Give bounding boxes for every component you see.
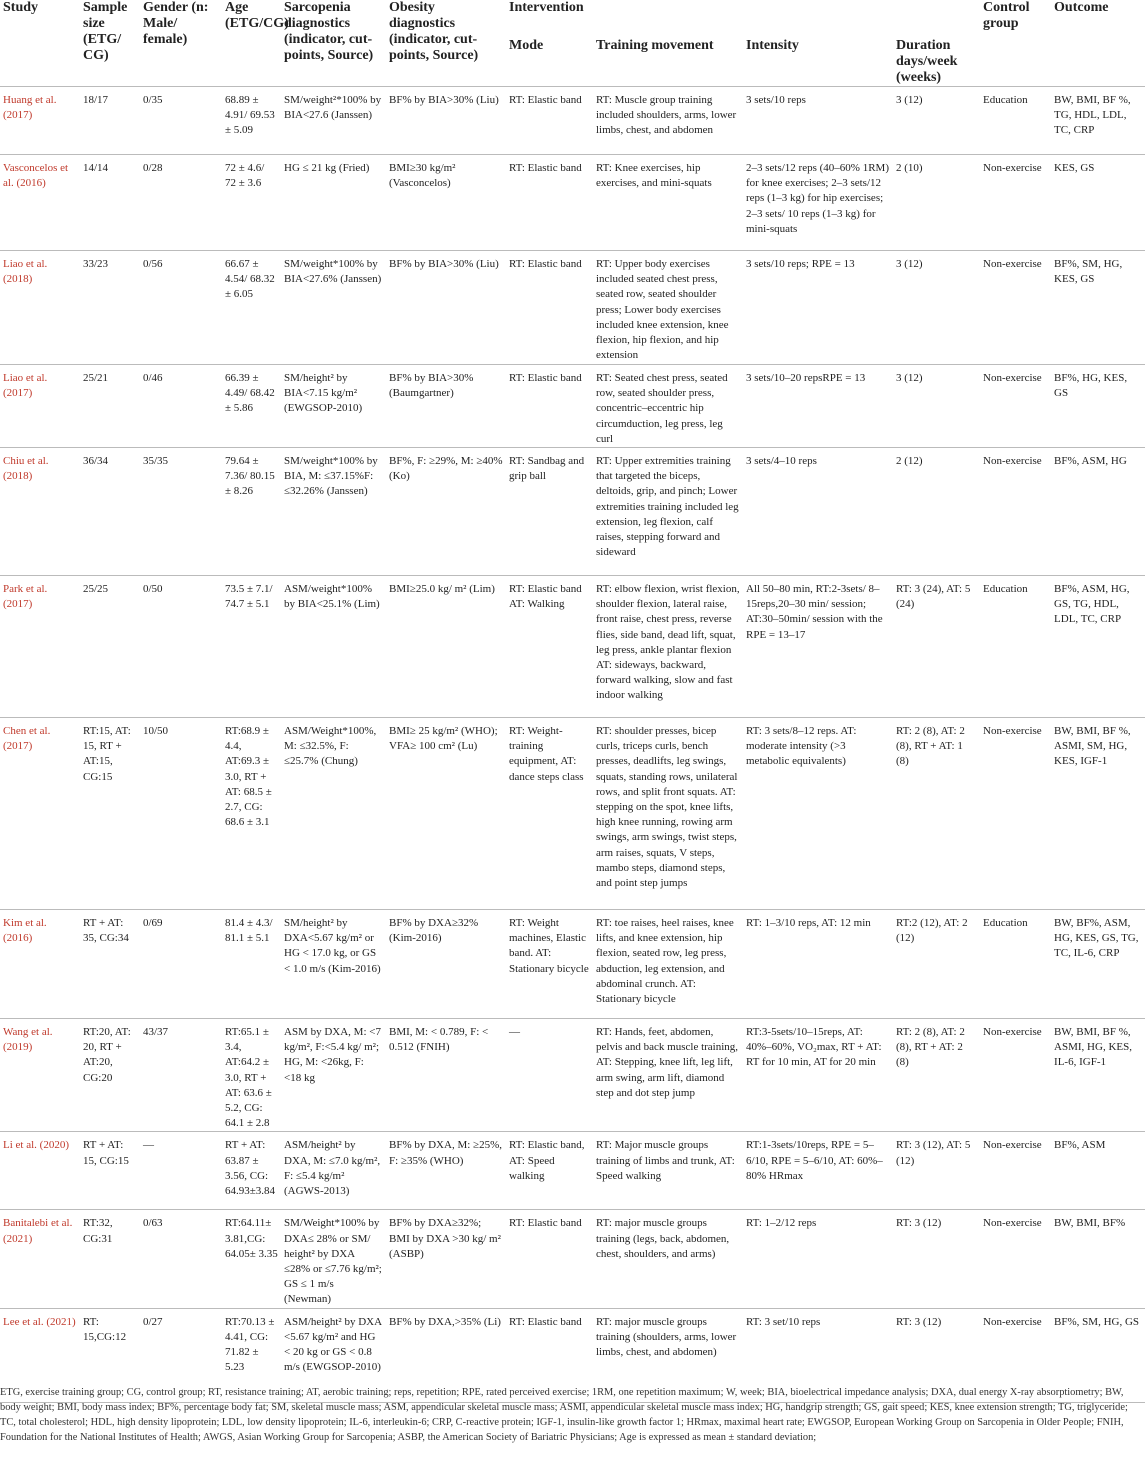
table-row xyxy=(0,448,1145,576)
gender-cell: 0/63 xyxy=(143,1217,163,1230)
mode-cell: — xyxy=(509,1026,520,1039)
sample-cell: 33/23 xyxy=(83,258,109,270)
obesity-cell: BF% by BIA>30% (Baumgartner) xyxy=(389,372,474,400)
intensity-cell: All 50–80 min, RT:2-3sets/ 8–15reps,20–30 min/ session; AT:30–50min/ session with the RPE = 13–17 xyxy=(746,583,883,641)
obesity-cell: BF% by BIA>30% (Liu) xyxy=(389,258,499,270)
study-cell[interactable]: Li et al. (2020) xyxy=(3,1139,69,1152)
table-row xyxy=(0,365,1145,448)
study-cell[interactable]: Huang et al. (2017) xyxy=(3,94,57,122)
sarcopenia-cell: SM/weight*100% by BIA, M: ≤37.15%F: ≤32.26% (Janssen) xyxy=(284,455,378,498)
training-cell: RT: major muscle groups training (legs, back, abdomen, chest, shoulders, and arms) xyxy=(596,1217,730,1260)
obesity-cell: BMI, M: < 0.789, F: < 0.512 (FNIH) xyxy=(389,1026,489,1054)
study-cell[interactable]: Chen et al. (2017) xyxy=(3,725,51,753)
outcome-cell: BF%, SM, HG, KES, GS xyxy=(1054,258,1123,286)
sample-cell: RT:32, CG:31 xyxy=(83,1217,113,1245)
outcome-cell: BF%, ASM, HG xyxy=(1054,455,1127,468)
obesity-cell: BF% by BIA>30% (Liu) xyxy=(389,94,499,106)
footnote: ETG, exercise training group; CG, control group; RT, resistance training; AT, aerobic training; reps, repetition; RPE, rated perceived exercise; 1RM, one repetition maximum; W, week; BIA, bioelectrical impedance analysis; DXA, dual energy X-ray absorptiometry; BW, body weight; BMI, body mass index; BF%, percentage body fat; SM, skeletal muscle mass; ASM, appendicular skeletal muscle mass; ASMI, appendicular skeletal muscle mass index; HG, handgrip strength; GS, gait speed; KES, knee extension strength; TG, triglyceride; TC, total cholesterol; HDL, high density lipoprotein; LDL, low density lipoprotein; IL-6, interleukin-6; CRP, C-reactive protein; IGF-1, insulin-like growth factor 1; HRmax, maximal heart rate; EWGSOP, European Working Group on Sarcopenia in Older People; FNIH, Foundation for the National Institutes of Health; AWGS, Asian Working Group for Sarcopenia; ASBP, the American Society of Bariatric Physicians; Age is expressed as mean ± standard deviation; xyxy=(0,1387,1128,1443)
sample-cell: RT + AT: 15, CG:15 xyxy=(83,1139,129,1167)
col-duration: Duration days/week (weeks) xyxy=(896,38,958,85)
sarcopenia-cell: ASM/height² by DXA, M: ≤7.0 kg/m², F: ≤5.4 kg/m² (AGWS-2013) xyxy=(284,1139,381,1198)
gender-cell: — xyxy=(143,1139,154,1152)
control-cell: Non-exercise xyxy=(983,372,1042,384)
sample-cell: RT:20, AT: 20, RT + AT:20, CG:20 xyxy=(83,1026,131,1084)
duration-cell: RT: 3 (12) xyxy=(896,1217,942,1230)
col-intensity: Intensity xyxy=(746,38,799,53)
training-cell: RT: Seated chest press, seated row, seated shoulder press, concentric–eccentric hip circumduction, leg press, leg curl xyxy=(596,372,728,445)
col-outcome: Outcome xyxy=(1054,0,1109,15)
mode-cell: RT: Elastic band xyxy=(509,1217,582,1230)
mode-cell: RT: Elastic band xyxy=(509,94,582,106)
training-cell: RT: major muscle groups training (shoulders, arms, lower limbs, chest, and abdomen) xyxy=(596,1315,737,1359)
sarcopenia-cell: SM/weight²*100% by BIA<27.6 (Janssen) xyxy=(284,94,382,122)
sample-cell: 25/25 xyxy=(83,583,109,596)
duration-cell: RT: 3 (12), AT: 5 (12) xyxy=(896,1139,971,1167)
outcome-cell: BW, BMI, BF %, TG, HDL, LDL, TC, CRP xyxy=(1054,94,1131,137)
sarcopenia-cell: HG ≤ 21 kg (Fried) xyxy=(284,162,370,174)
table-row xyxy=(0,910,1145,1019)
sarcopenia-cell: SM/weight*100% by BIA<27.6% (Janssen) xyxy=(284,258,382,286)
intensity-cell: RT:1-3sets/10reps, RPE = 5–6/10, RPE = 5–6/10, AT: 60%–80% HRmax xyxy=(746,1139,883,1182)
control-cell: Education xyxy=(983,917,1028,930)
gender-cell: 10/50 xyxy=(143,725,169,738)
col-mode: Mode xyxy=(509,38,544,53)
training-cell: RT: Major muscle groups training of limbs and trunk, AT: Speed walking xyxy=(596,1139,735,1182)
table-row xyxy=(0,576,1145,718)
control-cell: Non-exercise xyxy=(983,258,1042,270)
age-cell: 73.5 ± 7.1/ 74.7 ± 5.1 xyxy=(225,583,273,611)
intensity-cell: 3 sets/10 reps xyxy=(746,94,806,106)
table-row xyxy=(0,155,1145,251)
duration-cell: 3 (12) xyxy=(896,94,923,106)
intensity-cell: RT: 3 set/10 reps xyxy=(746,1315,821,1328)
outcome-cell: BW, BMI, BF %, ASMI, HG, KES, IL-6, IGF-1 xyxy=(1054,1026,1132,1069)
obesity-cell: BMI≥30 kg/m² (Vasconcelos) xyxy=(389,162,456,190)
outcome-cell: BF%, HG, KES, GS xyxy=(1054,372,1128,400)
duration-cell: RT: 3 (12) xyxy=(896,1315,942,1328)
col-gender: Gender (n: Male/ female) xyxy=(143,0,209,47)
col-intervention: Intervention xyxy=(509,0,584,15)
age-cell: 79.64 ± 7.36/ 80.15 ± 8.26 xyxy=(225,455,275,498)
study-cell[interactable]: Vasconcelos et al. (2016) xyxy=(3,162,69,190)
intensity-cell: RT: 1–2/12 reps xyxy=(746,1217,817,1230)
gender-cell: 0/27 xyxy=(143,1315,163,1328)
table-header xyxy=(0,0,1145,87)
sample-cell: RT:15, AT: 15, RT + AT:15, CG:15 xyxy=(83,725,131,783)
table-row xyxy=(0,1210,1145,1308)
gender-cell: 0/56 xyxy=(143,258,163,270)
obesity-cell: BMI≥ 25 kg/m² (WHO); VFA≥ 100 cm² (Lu) xyxy=(389,725,498,753)
sarcopenia-cell: SM/Weight*100% by DXA≤ 28% or SM/ height² by DXA ≤28% or ≤7.76 kg/m²; GS ≤ 1 m/s (Newman) xyxy=(284,1217,382,1306)
table-row xyxy=(0,1019,1145,1132)
mode-cell: RT: Elastic band xyxy=(509,258,582,270)
sample-cell: 25/21 xyxy=(83,372,109,384)
intensity-cell: 3 sets/4–10 reps xyxy=(746,455,817,468)
obesity-cell: BF%, F: ≥29%, M: ≥40% (Ko) xyxy=(389,455,503,483)
outcome-cell: BF%, ASM, HG, GS, TG, HDL, LDL, TC, CRP xyxy=(1054,583,1130,626)
outcome-cell: BF%, SM, HG, GS xyxy=(1054,1315,1140,1328)
sarcopenia-cell: ASM/Weight*100%, M: ≤32.5%, F: ≤25.7% (Chung) xyxy=(284,725,377,768)
age-cell: RT:68.9 ± 4.4, AT:69.3 ± 3.0, RT + AT: 68.5 ± 2.7, CG: 68.6 ± 3.1 xyxy=(225,725,272,829)
col-obesity: Obesity diagnostics (indicator, cut-points, Source) xyxy=(389,0,479,63)
mode-cell: RT: Elastic band xyxy=(509,162,582,174)
study-cell[interactable]: Kim et al. (2016) xyxy=(3,917,47,945)
duration-cell: 2 (12) xyxy=(896,455,923,468)
gender-cell: 0/28 xyxy=(143,162,163,174)
outcome-cell: BF%, ASM xyxy=(1054,1139,1106,1152)
duration-cell: RT: 2 (8), AT: 2 (8), RT + AT: 2 (8) xyxy=(896,1026,965,1069)
intensity-cell: 2–3 sets/12 reps (40–60% 1RM) for knee exercises; 2–3 sets/12 reps (1–3 kg) for hip exercises; 2–3 sets/ 10 reps (1–3 kg) for mini-squats xyxy=(746,162,889,235)
mode-cell: RT: Weight machines, Elastic band. AT: Stationary bicycle xyxy=(509,917,589,975)
control-cell: Non-exercise xyxy=(983,1217,1042,1230)
training-cell: RT: Upper extremities training that targeted the biceps, deltoids, grip, and pinch; Lower extremities training included leg extension, leg flexion, calf raises, stepping forward and sideward xyxy=(596,455,739,559)
mode-cell: RT: Elastic band AT: Walking xyxy=(509,583,582,611)
age-cell: RT + AT: 63.87 ± 3.56, CG: 64.93±3.84 xyxy=(225,1139,276,1198)
age-cell: RT:65.1 ± 3.4, AT:64.2 ± 3.0, RT + AT: 63.6 ± 5.2, CG: 64.1 ± 2.8 xyxy=(225,1026,272,1130)
duration-cell: RT: 2 (8), AT: 2 (8), RT + AT: 1 (8) xyxy=(896,725,965,768)
col-control: Control group xyxy=(983,0,1030,31)
age-cell: 66.39 ± 4.49/ 68.42 ± 5.86 xyxy=(225,372,275,415)
outcome-cell: BW, BF%, ASM, HG, KES, GS, TG, TC, IL-6, CRP xyxy=(1054,917,1139,960)
study-cell[interactable]: Park et al. (2017) xyxy=(3,583,48,611)
table-row xyxy=(0,718,1145,910)
training-cell: RT: Upper body exercises included seated chest press, seated row, seated shoulder press; Lower body exercises included knee extension, knee flexion, hip flexion, and hip extension xyxy=(596,258,729,362)
intensity-cell: 3 sets/10 reps; RPE = 13 xyxy=(746,258,855,270)
control-cell: Education xyxy=(983,583,1028,596)
age-cell: 68.89 ± 4.91/ 69.53 ± 5.09 xyxy=(225,94,275,137)
table-row xyxy=(0,251,1145,365)
duration-cell: 2 (10) xyxy=(896,162,923,174)
gender-cell: 0/35 xyxy=(143,94,163,106)
sample-cell: RT + AT: 35, CG:34 xyxy=(83,917,129,945)
age-cell: 66.67 ± 4.54/ 68.32 ± 6.05 xyxy=(225,258,275,301)
col-sarcopenia: Sarcopenia diagnostics (indicator, cut-points, Source) xyxy=(284,0,374,63)
study-cell[interactable]: Lee et al. (2021) xyxy=(3,1315,76,1328)
control-cell: Non-exercise xyxy=(983,1026,1042,1039)
intensity-cell: RT: 3 sets/8–12 reps. AT: moderate intensity (>3 metabolic equivalents) xyxy=(746,725,857,768)
intensity-cell: RT:3-5sets/10–15reps, AT: 40%–60%, VO₂max, RT + AT: RT for 10 min, AT for 20 min xyxy=(746,1026,882,1069)
duration-cell: 3 (12) xyxy=(896,258,923,270)
col-training: Training movement xyxy=(596,38,714,53)
mode-cell: RT: Elastic band, AT: Speed walking xyxy=(509,1139,585,1182)
control-cell: Non-exercise xyxy=(983,455,1042,468)
obesity-cell: BF% by DXA,>35% (Li) xyxy=(389,1315,501,1328)
training-cell: RT: toe raises, heel raises, knee lifts, and knee extension, hip flexion, seated row, leg press, abduction, leg extension, and abdominal crunch. AT: Stationary bicycle xyxy=(596,917,734,1006)
gender-cell: 0/50 xyxy=(143,583,163,596)
sarcopenia-cell: ASM/weight*100% by BIA<25.1% (Lim) xyxy=(284,583,380,611)
gender-cell: 0/69 xyxy=(143,917,163,930)
sample-cell: 18/17 xyxy=(83,94,109,106)
age-cell: RT:70.13 ± 4.41, CG: 71.82 ± 5.23 xyxy=(225,1315,275,1374)
duration-cell: RT: 3 (24), AT: 5 (24) xyxy=(896,583,971,611)
sarcopenia-cell: SM/height² by BIA<7.15 kg/m² (EWGSOP-2010) xyxy=(284,372,363,415)
control-cell: Education xyxy=(983,94,1028,106)
control-cell: Non-exercise xyxy=(983,1315,1042,1328)
age-cell: 72 ± 4.6/ 72 ± 3.6 xyxy=(225,162,265,190)
sarcopenia-cell: ASM/height² by DXA <5.67 kg/m² and HG < 20 kg or GS < 0.8 m/s (EWGSOP-2010) xyxy=(284,1315,382,1374)
study-cell[interactable]: Banitalebi et al. (2021) xyxy=(3,1217,73,1245)
mode-cell: RT: Sandbag and grip ball xyxy=(509,455,585,483)
intensity-cell: 3 sets/10–20 repsRPE = 13 xyxy=(746,372,866,384)
control-cell: Non-exercise xyxy=(983,162,1042,174)
control-cell: Non-exercise xyxy=(983,725,1042,738)
mode-cell: RT: Elastic band xyxy=(509,372,582,384)
study-cell[interactable]: Liao et al. (2017) xyxy=(3,372,48,400)
study-cell[interactable]: Chiu et al. (2018) xyxy=(3,455,49,483)
table-row xyxy=(0,1132,1145,1210)
training-cell: RT: Knee exercises, hip exercises, and mini-squats xyxy=(596,162,712,190)
col-age: Age (ETG/CG) xyxy=(225,0,289,31)
sarcopenia-cell: SM/height² by DXA<5.67 kg/m² or HG < 17.0 kg, or GS < 1.0 m/s (Kim-2016) xyxy=(284,917,381,975)
table-body xyxy=(0,87,1145,1403)
obesity-cell: BF% by DXA≥32% (Kim-2016) xyxy=(389,917,479,945)
outcome-cell: KES, GS xyxy=(1054,162,1095,174)
study-cell[interactable]: Wang et al. (2019) xyxy=(3,1026,53,1054)
training-cell: RT: shoulder presses, bicep curls, triceps curls, bench presses, deadlifts, leg swings, squats, standing rows, unilateral rows, and split front squats. AT: stepping on the spot, knee lifts, high knee running, rowing arm swings, arm swings, twist steps, arm raises, squats, V steps, mambo steps, diamond steps, and point step jumps xyxy=(596,725,738,890)
sample-cell: 36/34 xyxy=(83,455,109,468)
obesity-cell: BMI≥25.0 kg/ m² (Lim) xyxy=(389,583,495,596)
sarcopenia-cell: ASM by DXA, M: <7 kg/m², F:<5.4 kg/ m²; HG, M: <26kg, F: <18 kg xyxy=(284,1026,381,1084)
obesity-cell: BF% by DXA, M: ≥25%, F: ≥35% (WHO) xyxy=(389,1139,502,1167)
gender-cell: 43/37 xyxy=(143,1026,169,1039)
duration-cell: 3 (12) xyxy=(896,372,923,384)
gender-cell: 35/35 xyxy=(143,455,169,468)
mode-cell: RT: Elastic band xyxy=(509,1315,582,1328)
sample-cell: RT: 15,CG:12 xyxy=(83,1315,127,1343)
outcome-cell: BW, BMI, BF% xyxy=(1054,1217,1126,1230)
duration-cell: RT:2 (12), AT: 2 (12) xyxy=(896,917,968,945)
training-cell: RT: elbow flexion, wrist flexion, shoulder flexion, lateral raise, front raise, chest press, reverse flies, side band, dead lift, squat, leg press, ankle plantar flexion AT: sideways, backward, forward walking, slow and fast indoor walking xyxy=(596,583,740,702)
study-cell[interactable]: Liao et al. (2018) xyxy=(3,258,48,286)
obesity-cell: BF% by DXA≥32%; BMI by DXA >30 kg/ m² (ASBP) xyxy=(389,1217,501,1260)
training-cell: RT: Hands, feet, abdomen, pelvis and back muscle training, AT: Stepping, knee lift, leg lift, arm swing, arm lift, diamond step and dot step jump xyxy=(596,1026,739,1099)
table-row xyxy=(0,87,1145,155)
gender-cell: 0/46 xyxy=(143,372,163,384)
intensity-cell: RT: 1–3/10 reps, AT: 12 min xyxy=(746,917,871,930)
mode-cell: RT: Weight-training equipment, AT: dance steps class xyxy=(509,725,584,783)
age-cell: RT:64.11± 3.81,CG: 64.05± 3.35 xyxy=(225,1217,278,1260)
sample-cell: 14/14 xyxy=(83,162,109,174)
control-cell: Non-exercise xyxy=(983,1139,1042,1152)
age-cell: 81.4 ± 4.3/ 81.1 ± 5.1 xyxy=(225,917,273,945)
training-cell: RT: Muscle group training included shoulders, arms, lower limbs, chest, and abdomen xyxy=(596,94,737,137)
col-study: Study xyxy=(3,0,39,15)
col-sample: Sample size (ETG/ CG) xyxy=(83,0,128,63)
outcome-cell: BW, BMI, BF %, ASMI, SM, HG, KES, IGF-1 xyxy=(1054,725,1131,768)
